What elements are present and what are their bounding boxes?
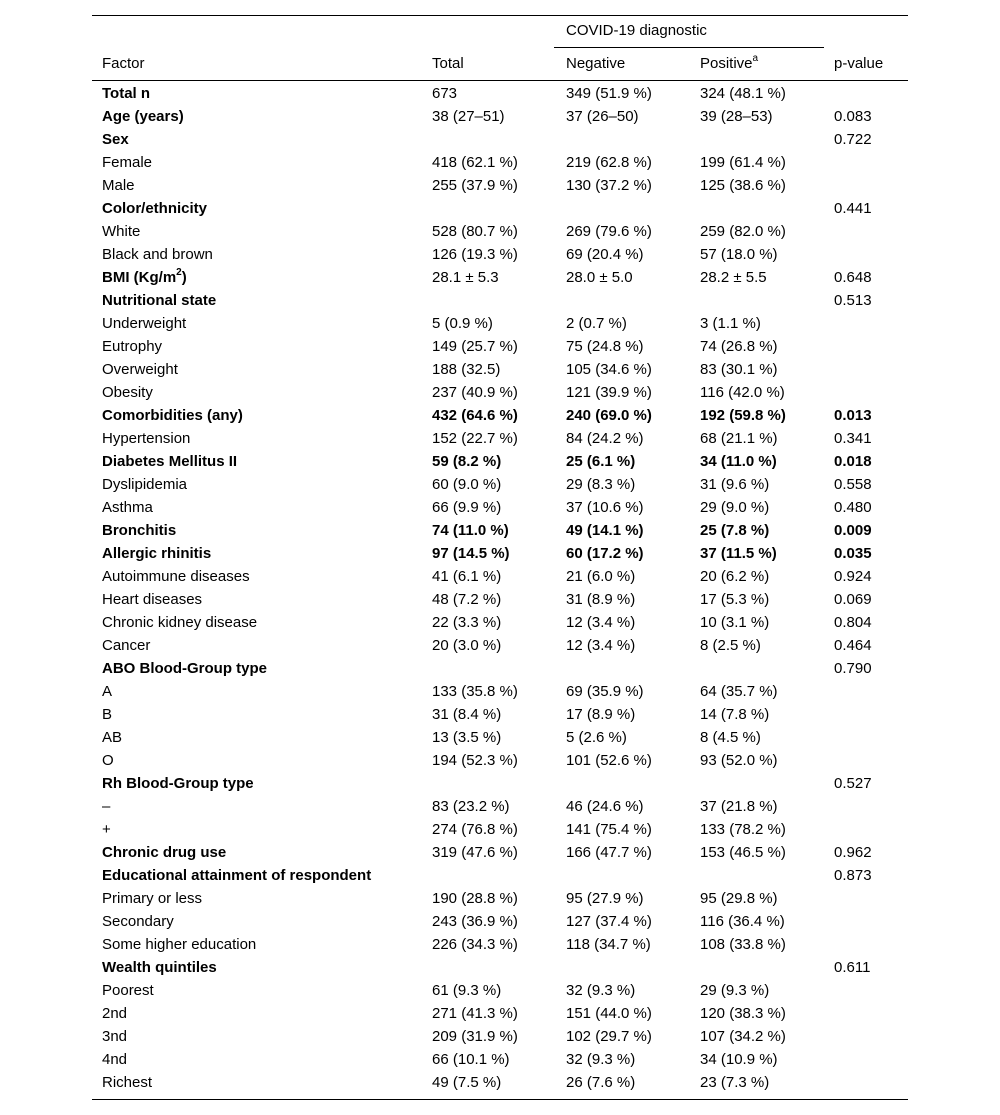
table-row bbox=[92, 381, 908, 404]
factor-cell bbox=[102, 266, 187, 289]
negative-cell: 69 (20.4 %) bbox=[566, 246, 644, 263]
negative-cell: 26 (7.6 %) bbox=[566, 1074, 636, 1091]
header-positive-footnote-mark: a bbox=[752, 53, 759, 64]
total-cell: 274 (76.8 %) bbox=[432, 821, 518, 838]
factor-cell: 3nd bbox=[102, 1028, 128, 1045]
positive-cell: 34 (10.9 %) bbox=[700, 1051, 778, 1068]
factor-cell: 4nd bbox=[102, 1051, 128, 1068]
total-cell: 319 (47.6 %) bbox=[432, 844, 518, 861]
pvalue-cell: 0.018 bbox=[834, 453, 872, 470]
table-row bbox=[92, 289, 908, 312]
factor-cell: Obesity bbox=[102, 384, 153, 401]
header-total: Total bbox=[432, 55, 464, 72]
table-row bbox=[92, 358, 908, 381]
table-row bbox=[92, 933, 908, 956]
factor-cell: Female bbox=[102, 154, 153, 171]
total-cell: 126 (19.3 %) bbox=[432, 246, 518, 263]
pvalue-cell: 0.083 bbox=[834, 108, 872, 125]
total-cell: 152 (22.7 %) bbox=[432, 430, 518, 447]
table-row bbox=[92, 910, 908, 933]
table-row bbox=[92, 335, 908, 358]
pvalue-cell: 0.464 bbox=[834, 637, 872, 654]
total-cell: 190 (28.8 %) bbox=[432, 890, 518, 907]
factor-cell: Primary or less bbox=[102, 890, 203, 907]
positive-cell: 57 (18.0 %) bbox=[700, 246, 778, 263]
positive-cell: 125 (38.6 %) bbox=[700, 177, 786, 194]
negative-cell: 151 (44.0 %) bbox=[566, 1005, 652, 1022]
negative-cell: 105 (34.6 %) bbox=[566, 361, 652, 378]
factor-cell: Eutrophy bbox=[102, 338, 163, 355]
positive-cell: 25 (7.8 %) bbox=[700, 522, 770, 539]
table-row bbox=[92, 841, 908, 864]
table-row bbox=[92, 105, 908, 128]
positive-cell: 37 (21.8 %) bbox=[700, 798, 778, 815]
positive-cell: 3 (1.1 %) bbox=[700, 315, 761, 332]
table-bottom-rule bbox=[92, 1099, 908, 1100]
positive-cell: 23 (7.3 %) bbox=[700, 1074, 770, 1091]
positive-cell: 83 (30.1 %) bbox=[700, 361, 778, 378]
factor-cell: Comorbidities (any) bbox=[102, 407, 243, 424]
negative-cell: 25 (6.1 %) bbox=[566, 453, 636, 470]
negative-cell: 32 (9.3 %) bbox=[566, 982, 636, 999]
table-row bbox=[92, 519, 908, 542]
factor-cell: ABO Blood-Group type bbox=[102, 660, 267, 677]
positive-cell: 259 (82.0 %) bbox=[700, 223, 786, 240]
factor-cell: Allergic rhinitis bbox=[102, 545, 212, 562]
total-cell: 31 (8.4 %) bbox=[432, 706, 502, 723]
table-row bbox=[92, 151, 908, 174]
factor-cell: Total n bbox=[102, 85, 151, 102]
factor-cell: Some higher education bbox=[102, 936, 257, 953]
header-pvalue: p-value bbox=[834, 55, 884, 72]
total-cell: 255 (37.9 %) bbox=[432, 177, 518, 194]
table-top-rule bbox=[92, 15, 908, 16]
table-row bbox=[92, 450, 908, 473]
factor-cell: Underweight bbox=[102, 315, 187, 332]
table-row bbox=[92, 473, 908, 496]
negative-cell: 95 (27.9 %) bbox=[566, 890, 644, 907]
factor-cell: A bbox=[102, 683, 113, 700]
total-cell: 528 (80.7 %) bbox=[432, 223, 518, 240]
table-row bbox=[92, 1002, 908, 1025]
table-row bbox=[92, 749, 908, 772]
factor-cell: Autoimmune diseases bbox=[102, 568, 250, 585]
negative-cell: 102 (29.7 %) bbox=[566, 1028, 652, 1045]
factor-cell: Rh Blood-Group type bbox=[102, 775, 254, 792]
negative-cell: 37 (26–50) bbox=[566, 108, 639, 125]
positive-cell: 37 (11.5 %) bbox=[700, 545, 777, 562]
table-row bbox=[92, 864, 908, 887]
positive-cell: 93 (52.0 %) bbox=[700, 752, 778, 769]
positive-cell: 74 (26.8 %) bbox=[700, 338, 778, 355]
header-negative: Negative bbox=[566, 55, 626, 72]
factor-cell: Heart diseases bbox=[102, 591, 203, 608]
positive-cell: 31 (9.6 %) bbox=[700, 476, 770, 493]
header-bottom-rule bbox=[92, 80, 908, 81]
factor-cell: + bbox=[102, 821, 111, 838]
factor-cell: Age (years) bbox=[102, 108, 184, 125]
negative-cell: 240 (69.0 %) bbox=[566, 407, 652, 424]
total-cell: 66 (9.9 %) bbox=[432, 499, 502, 516]
factor-cell: Cancer bbox=[102, 637, 151, 654]
positive-cell: 17 (5.3 %) bbox=[700, 591, 770, 608]
positive-cell: 34 (11.0 %) bbox=[700, 453, 777, 470]
factor-cell: Asthma bbox=[102, 499, 153, 516]
factor-cell: Diabetes Mellitus II bbox=[102, 453, 238, 470]
negative-cell: 31 (8.9 %) bbox=[566, 591, 636, 608]
factor-cell: Poorest bbox=[102, 982, 154, 999]
table-row bbox=[92, 174, 908, 197]
positive-cell: 68 (21.1 %) bbox=[700, 430, 778, 447]
factor-cell: Bronchitis bbox=[102, 522, 177, 539]
table-row bbox=[92, 312, 908, 335]
positive-cell: 14 (7.8 %) bbox=[700, 706, 770, 723]
factor-text-after: ) bbox=[181, 269, 187, 286]
table-row bbox=[92, 220, 908, 243]
table-row bbox=[92, 82, 908, 105]
total-cell: 271 (41.3 %) bbox=[432, 1005, 518, 1022]
positive-cell: 95 (29.8 %) bbox=[700, 890, 778, 907]
total-cell: 243 (36.9 %) bbox=[432, 913, 518, 930]
negative-cell: 166 (47.7 %) bbox=[566, 844, 652, 861]
pvalue-cell: 0.962 bbox=[834, 844, 872, 861]
negative-cell: 127 (37.4 %) bbox=[566, 913, 652, 930]
positive-cell: 20 (6.2 %) bbox=[700, 568, 770, 585]
total-cell: 59 (8.2 %) bbox=[432, 453, 502, 470]
table-row bbox=[92, 979, 908, 1002]
table-row bbox=[92, 128, 908, 151]
table-row bbox=[92, 726, 908, 749]
factor-cell: Wealth quintiles bbox=[102, 959, 217, 976]
table-row bbox=[92, 565, 908, 588]
pvalue-cell: 0.513 bbox=[834, 292, 872, 309]
total-cell: 60 (9.0 %) bbox=[432, 476, 502, 493]
negative-cell: 121 (39.9 %) bbox=[566, 384, 652, 401]
total-cell: 74 (11.0 %) bbox=[432, 522, 509, 539]
positive-cell: 39 (28–53) bbox=[700, 108, 773, 125]
total-cell: 149 (25.7 %) bbox=[432, 338, 518, 355]
table-row bbox=[92, 404, 908, 427]
positive-cell: 8 (4.5 %) bbox=[700, 729, 761, 746]
group-header-covid-diagnostic: COVID-19 diagnostic bbox=[566, 22, 707, 39]
total-cell: 48 (7.2 %) bbox=[432, 591, 502, 608]
negative-cell: 17 (8.9 %) bbox=[566, 706, 636, 723]
factor-cell: Color/ethnicity bbox=[102, 200, 208, 217]
total-cell: 194 (52.3 %) bbox=[432, 752, 518, 769]
table-row bbox=[92, 680, 908, 703]
factor-cell: Chronic drug use bbox=[102, 844, 227, 861]
positive-cell: 29 (9.0 %) bbox=[700, 499, 770, 516]
pvalue-cell: 0.722 bbox=[834, 131, 872, 148]
pvalue-cell: 0.013 bbox=[834, 407, 872, 424]
table-row bbox=[92, 657, 908, 680]
pvalue-cell: 0.035 bbox=[834, 545, 872, 562]
total-cell: 432 (64.6 %) bbox=[432, 407, 518, 424]
negative-cell: 130 (37.2 %) bbox=[566, 177, 652, 194]
negative-cell: 75 (24.8 %) bbox=[566, 338, 644, 355]
table-row bbox=[92, 956, 908, 979]
negative-cell: 349 (51.9 %) bbox=[566, 85, 652, 102]
table-row bbox=[92, 634, 908, 657]
negative-cell: 69 (35.9 %) bbox=[566, 683, 644, 700]
positive-cell: 29 (9.3 %) bbox=[700, 982, 770, 999]
total-cell: 61 (9.3 %) bbox=[432, 982, 502, 999]
positive-cell: 107 (34.2 %) bbox=[700, 1028, 786, 1045]
positive-cell: 133 (78.2 %) bbox=[700, 821, 786, 838]
table-row bbox=[92, 1071, 908, 1094]
factor-cell: – bbox=[102, 798, 111, 815]
positive-cell: 10 (3.1 %) bbox=[700, 614, 770, 631]
factor-cell: Nutritional state bbox=[102, 292, 217, 309]
negative-cell: 32 (9.3 %) bbox=[566, 1051, 636, 1068]
positive-cell: 64 (35.7 %) bbox=[700, 683, 778, 700]
pvalue-cell: 0.873 bbox=[834, 867, 872, 884]
positive-cell: 116 (36.4 %) bbox=[700, 913, 785, 930]
total-cell: 38 (27–51) bbox=[432, 108, 505, 125]
factor-cell: White bbox=[102, 223, 141, 240]
table-row bbox=[92, 611, 908, 634]
table-body bbox=[92, 82, 908, 1094]
group-header-rule bbox=[554, 47, 824, 48]
total-cell: 97 (14.5 %) bbox=[432, 545, 510, 562]
header-positive-label: Positive bbox=[700, 55, 753, 72]
pvalue-cell: 0.924 bbox=[834, 568, 872, 585]
pvalue-cell: 0.009 bbox=[834, 522, 872, 539]
factor-cell: Secondary bbox=[102, 913, 174, 930]
table-row bbox=[92, 427, 908, 450]
factor-cell: Black and brown bbox=[102, 246, 213, 263]
negative-cell: 49 (14.1 %) bbox=[566, 522, 644, 539]
negative-cell: 12 (3.4 %) bbox=[566, 637, 636, 654]
negative-cell: 219 (62.8 %) bbox=[566, 154, 652, 171]
pvalue-cell: 0.341 bbox=[834, 430, 872, 447]
factor-cell: Male bbox=[102, 177, 135, 194]
negative-cell: 37 (10.6 %) bbox=[566, 499, 644, 516]
table-row bbox=[92, 887, 908, 910]
negative-cell: 28.0 ± 5.0 bbox=[566, 269, 633, 286]
pvalue-cell: 0.480 bbox=[834, 499, 872, 516]
total-cell: 83 (23.2 %) bbox=[432, 798, 510, 815]
factor-cell: Educational attainment of respondent bbox=[102, 867, 372, 884]
positive-cell: 199 (61.4 %) bbox=[700, 154, 786, 171]
positive-cell: 324 (48.1 %) bbox=[700, 85, 786, 102]
total-cell: 133 (35.8 %) bbox=[432, 683, 518, 700]
positive-cell: 120 (38.3 %) bbox=[700, 1005, 786, 1022]
total-cell: 28.1 ± 5.3 bbox=[432, 269, 499, 286]
negative-cell: 84 (24.2 %) bbox=[566, 430, 644, 447]
total-cell: 418 (62.1 %) bbox=[432, 154, 518, 171]
table-row bbox=[92, 588, 908, 611]
table-row bbox=[92, 772, 908, 795]
positive-cell: 108 (33.8 %) bbox=[700, 936, 786, 953]
pvalue-cell: 0.441 bbox=[834, 200, 872, 217]
factor-cell: Richest bbox=[102, 1074, 153, 1091]
negative-cell: 60 (17.2 %) bbox=[566, 545, 644, 562]
negative-cell: 2 (0.7 %) bbox=[566, 315, 627, 332]
factor-cell: Overweight bbox=[102, 361, 178, 378]
table-row bbox=[92, 795, 908, 818]
table-row bbox=[92, 542, 908, 565]
negative-cell: 29 (8.3 %) bbox=[566, 476, 636, 493]
table-row bbox=[92, 266, 908, 289]
factor-cell: 2nd bbox=[102, 1005, 128, 1022]
table-row bbox=[92, 1025, 908, 1048]
header-positive bbox=[700, 55, 758, 73]
total-cell: 188 (32.5) bbox=[432, 361, 501, 378]
table-row bbox=[92, 1048, 908, 1071]
total-cell: 13 (3.5 %) bbox=[432, 729, 502, 746]
factor-cell: Sex bbox=[102, 131, 129, 148]
negative-cell: 46 (24.6 %) bbox=[566, 798, 644, 815]
pvalue-cell: 0.611 bbox=[834, 959, 871, 976]
negative-cell: 5 (2.6 %) bbox=[566, 729, 627, 746]
pvalue-cell: 0.069 bbox=[834, 591, 872, 608]
factor-cell: B bbox=[102, 706, 113, 723]
total-cell: 20 (3.0 %) bbox=[432, 637, 502, 654]
factor-cell: Hypertension bbox=[102, 430, 191, 447]
negative-cell: 101 (52.6 %) bbox=[566, 752, 652, 769]
pvalue-cell: 0.804 bbox=[834, 614, 872, 631]
negative-cell: 269 (79.6 %) bbox=[566, 223, 652, 240]
positive-cell: 8 (2.5 %) bbox=[700, 637, 761, 654]
factor-cell: O bbox=[102, 752, 114, 769]
table-row bbox=[92, 496, 908, 519]
factor-cell: AB bbox=[102, 729, 123, 746]
negative-cell: 12 (3.4 %) bbox=[566, 614, 636, 631]
positive-cell: 153 (46.5 %) bbox=[700, 844, 786, 861]
factor-cell: Dyslipidemia bbox=[102, 476, 188, 493]
total-cell: 209 (31.9 %) bbox=[432, 1028, 518, 1045]
pvalue-cell: 0.790 bbox=[834, 660, 872, 677]
total-cell: 237 (40.9 %) bbox=[432, 384, 518, 401]
total-cell: 673 bbox=[432, 85, 458, 102]
total-cell: 5 (0.9 %) bbox=[432, 315, 493, 332]
total-cell: 226 (34.3 %) bbox=[432, 936, 518, 953]
factor-text: BMI (Kg/m bbox=[102, 269, 177, 286]
pvalue-cell: 0.527 bbox=[834, 775, 872, 792]
negative-cell: 21 (6.0 %) bbox=[566, 568, 636, 585]
negative-cell: 141 (75.4 %) bbox=[566, 821, 652, 838]
total-cell: 22 (3.3 %) bbox=[432, 614, 502, 631]
pvalue-cell: 0.648 bbox=[834, 269, 872, 286]
total-cell: 66 (10.1 %) bbox=[432, 1051, 510, 1068]
positive-cell: 28.2 ± 5.5 bbox=[700, 269, 767, 286]
positive-cell: 116 (42.0 %) bbox=[700, 384, 785, 401]
table-row bbox=[92, 197, 908, 220]
factor-superscript: 2 bbox=[176, 267, 182, 278]
negative-cell: 118 (34.7 %) bbox=[566, 936, 651, 953]
total-cell: 49 (7.5 %) bbox=[432, 1074, 502, 1091]
positive-cell: 192 (59.8 %) bbox=[700, 407, 786, 424]
table-row bbox=[92, 243, 908, 266]
pvalue-cell: 0.558 bbox=[834, 476, 872, 493]
header-factor: Factor bbox=[102, 55, 145, 72]
total-cell: 41 (6.1 %) bbox=[432, 568, 502, 585]
table-row bbox=[92, 703, 908, 726]
table-row bbox=[92, 818, 908, 841]
factor-cell: Chronic kidney disease bbox=[102, 614, 258, 631]
